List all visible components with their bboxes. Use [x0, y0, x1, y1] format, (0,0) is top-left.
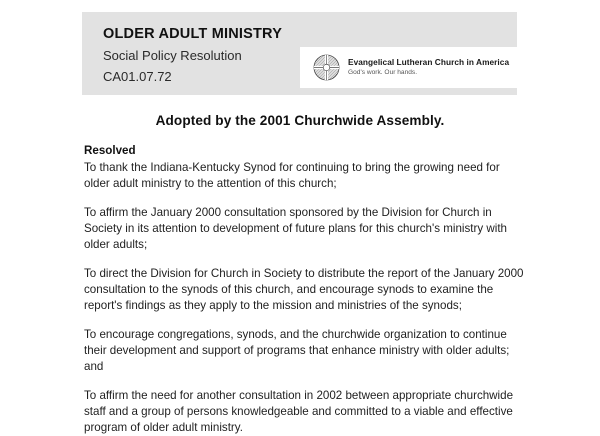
- resolution-clause: To direct the Division for Church in Society to distribute the report of the January 2000 consultation to the synods of this church, and encourage synods to examine the report's findings as they apply to the mission and ministries of the synods;: [84, 267, 524, 313]
- resolved-label: Resolved: [84, 144, 136, 157]
- document-reference-number: CA01.07.72: [103, 68, 172, 84]
- elca-organization-name: Evangelical Lutheran Church in America: [348, 57, 510, 68]
- resolution-clause: To affirm the January 2000 consultation sponsored by the Division for Church in Society in its attention to development of future plans for this church's ministry with older adults;: [84, 205, 508, 251]
- elca-logo: [300, 47, 517, 88]
- adopted-heading: Adopted by the 2001 Churchwide Assembly.: [155, 113, 445, 128]
- resolution-body: [84, 143, 528, 436]
- resolution-clause: To thank the Indiana-Kentucky Synod for continuing to bring the growing need for older adult ministry to the attention of this church;: [84, 160, 500, 190]
- document-subtitle: Social Policy Resolution: [103, 48, 242, 64]
- elca-tagline: God's work. Our hands.: [348, 69, 418, 77]
- elca-cross-emblem-icon: [313, 54, 340, 81]
- resolution-clause: To affirm the need for another consultation in 2002 between appropriate churchwide staff and a group of persons knowledgeable and committed to a viable and effective program of older adult ministry.: [84, 389, 514, 435]
- resolution-clause: To encourage congregations, synods, and the churchwide organization to continue their development and support of programs that enhance ministry with older adults; and: [84, 328, 510, 374]
- elca-logo-wordmark: [348, 57, 509, 78]
- document-title: OLDER ADULT MINISTRY: [103, 26, 283, 42]
